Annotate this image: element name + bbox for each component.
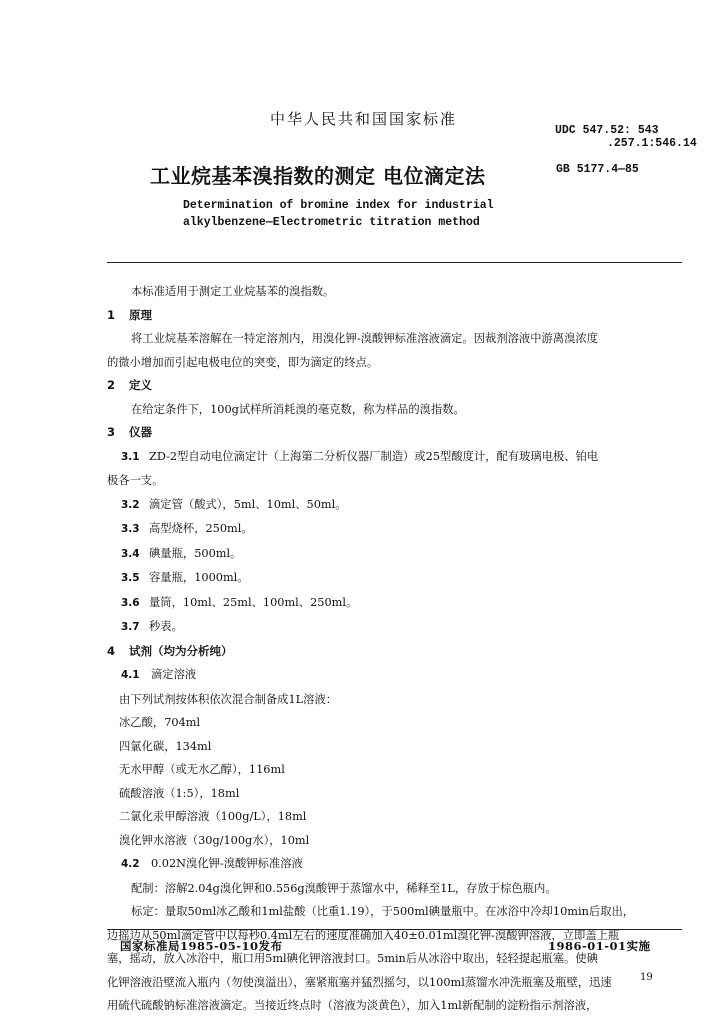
section-principle: [107, 304, 682, 375]
calibration-line: 边摇边从50ml滴定管中以每秒0.4ml左右的速度准确加入40±0.01ml溴化钾-溴酸钾溶液，立即盖上瓶: [107, 928, 620, 942]
section-reagents: [107, 640, 682, 1018]
calibration-line: 化钾溶液沿壁流入瓶内（勿使溴溢出），塞紧瓶塞并猛烈摇匀，以100ml蒸馏水冲洗瓶塞及瓶壁，迅速: [107, 975, 612, 989]
section-title: 定义: [129, 378, 152, 392]
subsection-heading: 4.2 0.02N溴化钾-溴酸钾标准溶液: [121, 857, 303, 870]
intro-paragraph: 本标准适用于测定工业烷基苯的溴指数。: [131, 285, 335, 298]
ingredient-item: 溴化钾水溶液（30g/100g水），10ml: [119, 833, 310, 847]
title-en-line-2: alkylbenzene—Electrometric titration method: [183, 216, 480, 229]
apparatus-item: 3.5 容量瓶，1000ml。: [121, 571, 249, 584]
section-number: 4: [107, 643, 116, 658]
titration-lead: 由下列试剂按体积依次混合制备成1L溶液：: [119, 692, 338, 706]
issue-date: 国家标准局1985-05-10发布: [120, 939, 283, 953]
section-title: 仪器: [129, 425, 152, 439]
ingredient-item: 无水甲醇（或无水乙醇），116ml: [119, 763, 285, 776]
section-title: 试剂（均为分析纯）: [129, 643, 233, 658]
title-en-line-1: Determination of bromine index for industrial: [183, 199, 494, 212]
page-number: 19: [640, 972, 653, 983]
section-apparatus: [107, 421, 682, 640]
header-divider: [107, 262, 682, 263]
ingredient-item: 四氯化碳，134ml: [119, 739, 212, 753]
apparatus-item: 3.7 秒表。: [121, 620, 183, 633]
calibration-line: 塞，摇动，放入冰浴中，瓶口用5ml碘化钾溶液封口。5min后从冰浴中取出，轻轻提起瓶塞。使碘: [107, 952, 598, 965]
ingredient-item: 硫酸溶液（1:5），18ml: [119, 786, 240, 800]
apparatus-item: 3.6 量筒，10ml、25ml、100ml、250ml。: [121, 595, 358, 609]
apparatus-item: 3.4 碘量瓶，500ml。: [121, 546, 242, 560]
document-title-en: [183, 197, 494, 231]
calibration-line: 标定：量取50ml冰乙酸和1ml盐酸（比重1.19），于500ml碘量瓶中。在冰浴中冷却10min后取出，: [131, 905, 635, 918]
definition-text: 在给定条件下，100g试样所消耗溴的毫克数，称为样品的溴指数。: [131, 402, 465, 416]
principle-text-1: 将工业烷基苯溶解在一特定溶剂内，用溴化钾-溴酸钾标准溶液滴定。因裁剂溶液中游离溴浓度: [131, 332, 598, 345]
apparatus-item: 3.3 高型烧杯，250ml。: [121, 522, 253, 535]
udc-line-2: .257.1:546.14: [607, 137, 697, 150]
calibration-line: 用硫代硫酸钠标准溶液滴定。当接近终点时（溶液为淡黄色），加入1ml新配制的淀粉指示剂溶液，: [107, 999, 598, 1012]
subsection-heading: 4.1 滴定溶液: [121, 668, 197, 681]
ingredient-item: 二氯化汞甲醇溶液（100g/L），18ml: [119, 810, 307, 823]
gb-number: GB 5177.4—85: [556, 163, 639, 176]
section-definition: [107, 374, 682, 421]
apparatus-item: 3.1 ZD-2型自动电位滴定计（上海第二分析仪器厂制造）或25型酸度计，配有玻璃电极、铂电: [121, 449, 599, 463]
udc-line-1: UDC 547.52: 543: [555, 124, 659, 137]
section-number: 2: [107, 378, 116, 392]
document-body: [107, 280, 682, 1018]
standard-organization: 中华人民共和国国家标准: [269, 110, 457, 128]
titration-solution-body: [107, 688, 682, 853]
apparatus-item: 3.2 滴定管（酸式），5ml、10ml、50ml。: [121, 497, 347, 511]
footer-divider: [107, 929, 682, 930]
section-number: 3: [107, 425, 116, 439]
principle-text-2: 的微小增加而引起电极电位的突变，即为滴定的终点。: [107, 355, 379, 369]
ingredient-item: 冰乙酸，704ml: [119, 716, 201, 729]
effective-date: 1986-01-01实施: [548, 939, 651, 953]
section-title: 原理: [129, 307, 152, 322]
preparation-text: 配制：溶解2.04g溴化钾和0.556g溴酸钾于蒸馏水中，稀释至1L，存放于棕色瓶内。: [131, 881, 557, 895]
document-title-cn: 工业烷基苯溴指数的测定 电位滴定法: [150, 164, 486, 188]
apparatus-item-continued: 极各一支。: [107, 474, 164, 487]
section-number: 1: [107, 307, 116, 322]
udc-code: [555, 124, 697, 150]
